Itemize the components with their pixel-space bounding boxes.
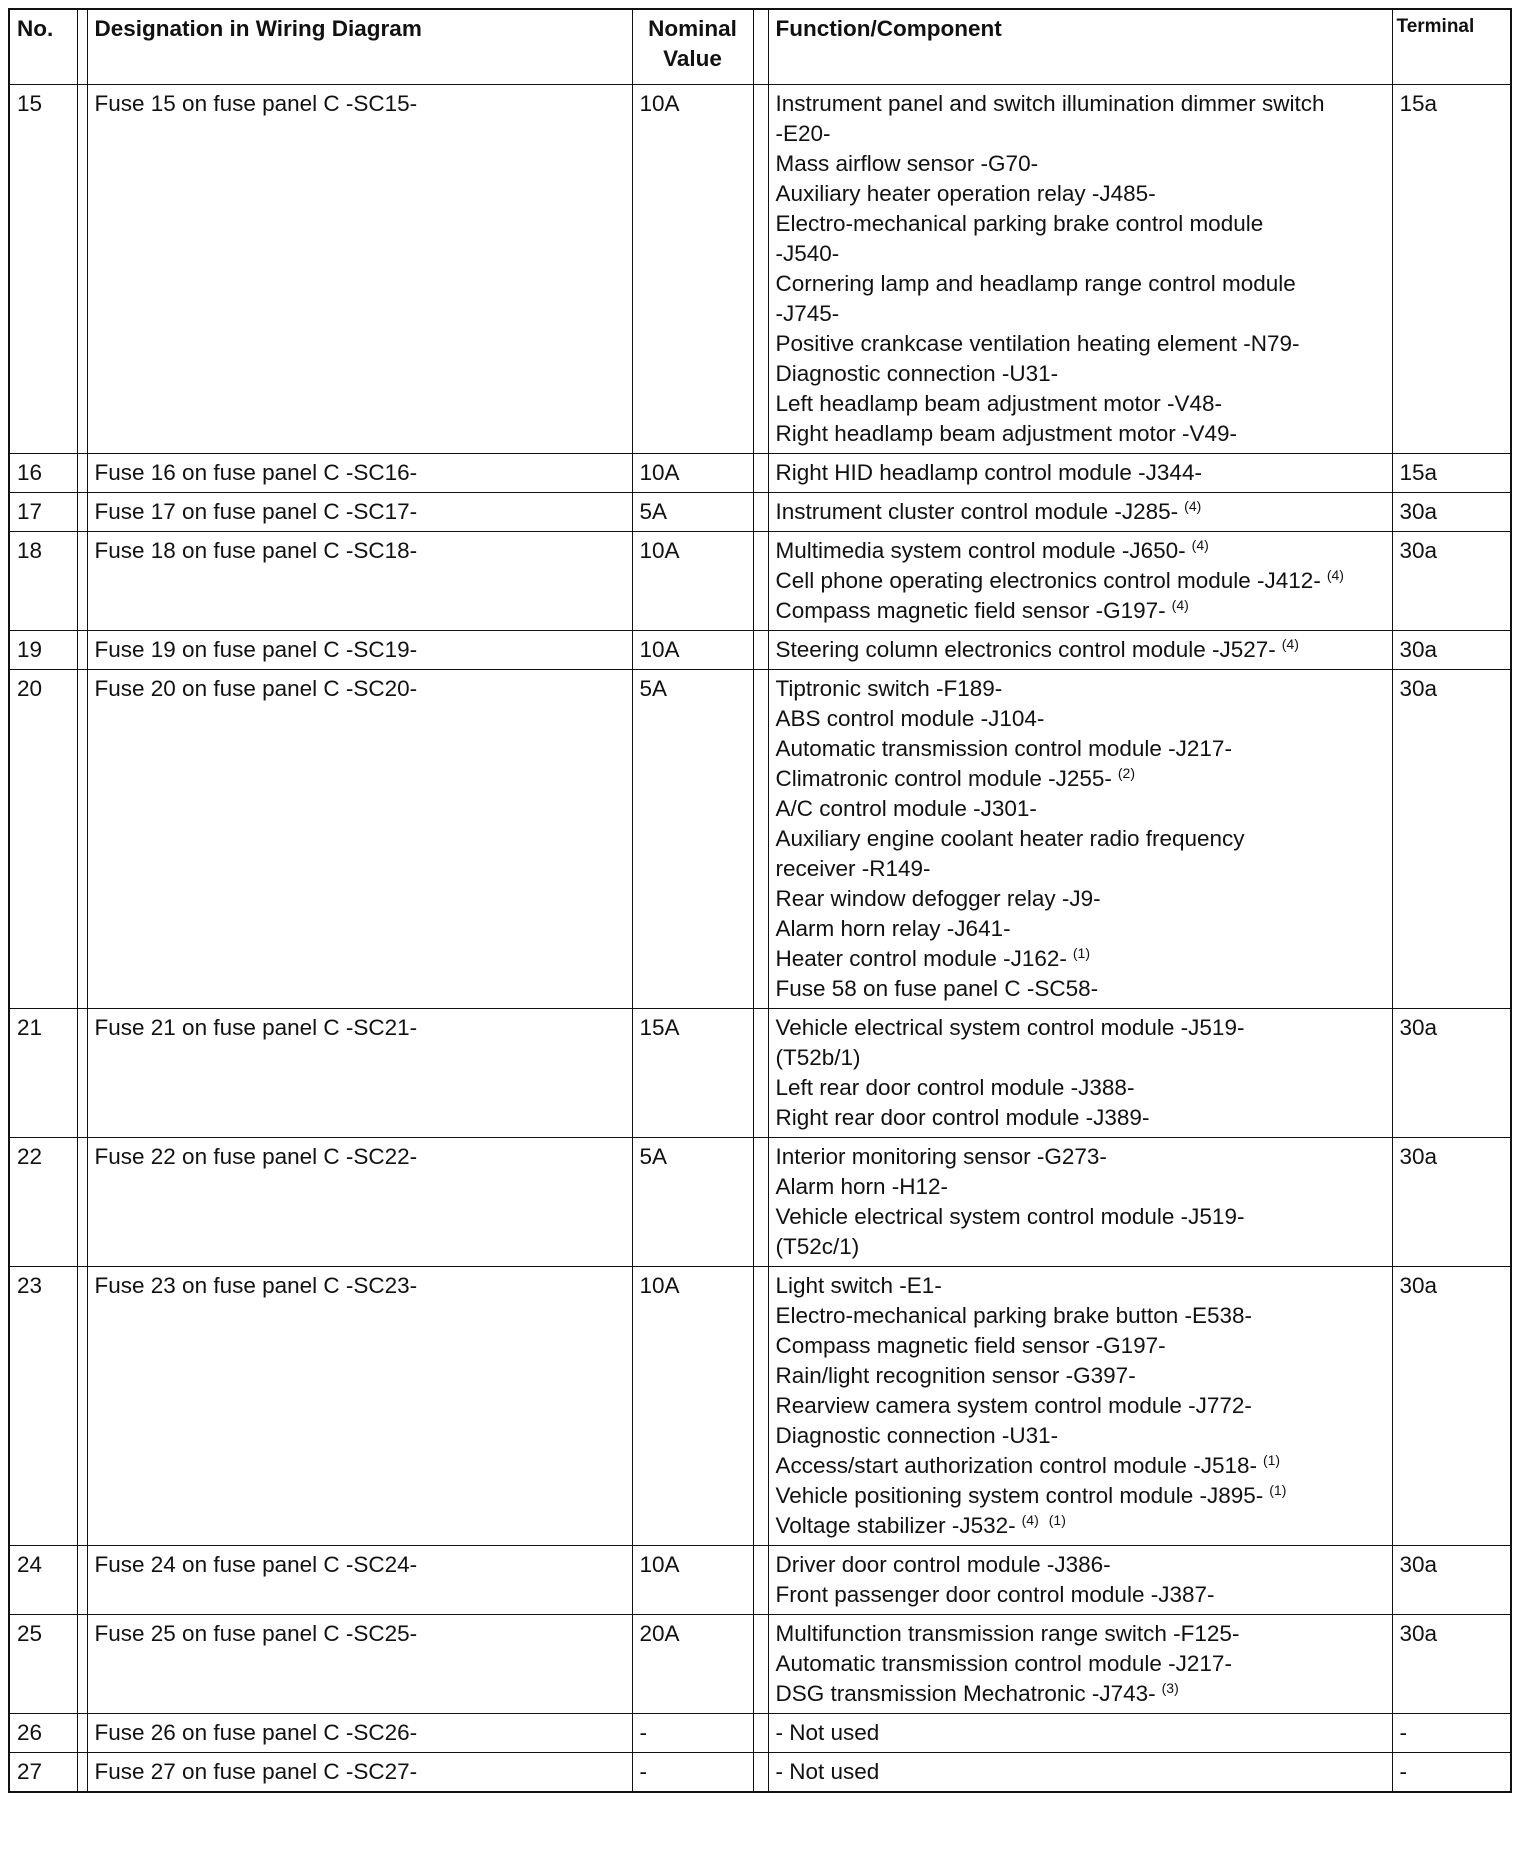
component-line — [776, 419, 1392, 449]
component-line — [776, 1481, 1392, 1511]
component-text: Instrument cluster control module -J285- — [775, 499, 1179, 524]
header-no: No. — [9, 9, 77, 85]
header-spacer — [753, 9, 768, 85]
fuse-number: 26 — [9, 1714, 77, 1753]
component-text: Tiptronic switch -F189- — [775, 676, 1003, 701]
component-line — [776, 1550, 1392, 1580]
component-line — [776, 1679, 1392, 1709]
function-components — [768, 493, 1392, 532]
component-text: Positive crankcase ventilation heating element -N79- — [775, 331, 1300, 356]
fuse-number: 16 — [9, 454, 77, 493]
component-line — [776, 239, 1392, 269]
table-row — [9, 1267, 1511, 1546]
fuse-assignment-table — [8, 8, 1512, 1793]
fuse-table-container — [8, 8, 1512, 1793]
component-line — [776, 764, 1392, 794]
component-text: Rearview camera system control module -J772- — [775, 1393, 1252, 1418]
component-line — [776, 1142, 1392, 1172]
component-text: Heater control module -J162- — [775, 946, 1067, 971]
component-text: (T52b/1) — [775, 1045, 861, 1070]
component-line — [776, 1361, 1392, 1391]
component-text: Access/start authorization control module -J518- — [775, 1453, 1257, 1478]
component-text: Diagnostic connection -U31- — [775, 1423, 1059, 1448]
component-text: Steering column electronics control module -J527- — [775, 637, 1276, 662]
component-line — [776, 1619, 1392, 1649]
function-components — [768, 1138, 1392, 1267]
component-line — [776, 1511, 1392, 1541]
terminal-value: - — [1392, 1714, 1511, 1753]
component-text: Cell phone operating electronics control module -J412- — [775, 568, 1321, 593]
component-line — [776, 914, 1392, 944]
table-row — [9, 454, 1511, 493]
component-line — [776, 1421, 1392, 1451]
component-text: Electro-mechanical parking brake control module — [775, 211, 1264, 236]
fuse-designation: Fuse 23 on fuse panel C -SC23- — [87, 1267, 632, 1546]
component-text: Front passenger door control module -J387- — [775, 1582, 1215, 1607]
footnote-marker: (4) — [1191, 537, 1209, 553]
component-text: Right headlamp beam adjustment motor -V49- — [775, 421, 1237, 446]
fuse-number: 18 — [9, 532, 77, 631]
cell-spacer — [753, 1009, 768, 1138]
fuse-designation: Fuse 20 on fuse panel C -SC20- — [87, 670, 632, 1009]
header-spacer — [77, 9, 87, 85]
cell-spacer — [77, 454, 87, 493]
component-line — [776, 884, 1392, 914]
component-line — [776, 596, 1392, 626]
function-components — [768, 1546, 1392, 1615]
cell-spacer — [753, 85, 768, 454]
cell-spacer — [77, 1267, 87, 1546]
function-components — [768, 670, 1392, 1009]
terminal-value: 30a — [1392, 1615, 1511, 1714]
component-text: Rear window defogger relay -J9- — [775, 886, 1101, 911]
component-text: - Not used — [775, 1759, 880, 1784]
component-line — [776, 635, 1392, 665]
fuse-number: 25 — [9, 1615, 77, 1714]
header-row — [9, 9, 1511, 85]
component-text: Compass magnetic field sensor -G197- — [775, 598, 1166, 623]
footnote-marker: (1) — [1048, 1512, 1066, 1528]
component-text: (T52c/1) — [775, 1234, 860, 1259]
component-text: Automatic transmission control module -J217- — [775, 1651, 1232, 1676]
terminal-value: 30a — [1392, 1546, 1511, 1615]
terminal-value: 30a — [1392, 1009, 1511, 1138]
component-line — [776, 149, 1392, 179]
fuse-number: 27 — [9, 1753, 77, 1793]
cell-spacer — [77, 1615, 87, 1714]
cell-spacer — [753, 1714, 768, 1753]
component-text: Vehicle positioning system control module -J895- — [775, 1483, 1264, 1508]
component-text: Auxiliary heater operation relay -J485- — [775, 181, 1156, 206]
component-line — [776, 1202, 1392, 1232]
component-text: Left rear door control module -J388- — [775, 1075, 1135, 1100]
component-text: Auxiliary engine coolant heater radio frequency — [775, 826, 1245, 851]
component-line — [776, 1331, 1392, 1361]
footnote-marker: (4) — [1171, 597, 1189, 613]
footnote-marker: (4) — [1184, 498, 1202, 514]
component-text: -J540- — [775, 241, 840, 266]
component-text: Vehicle electrical system control module -J519- — [775, 1204, 1245, 1229]
cell-spacer — [753, 1546, 768, 1615]
component-line — [776, 974, 1392, 1004]
component-text: Climatronic control module -J255- — [775, 766, 1112, 791]
table-body — [9, 85, 1511, 1793]
cell-spacer — [753, 1753, 768, 1793]
nominal-value: 10A — [632, 85, 753, 454]
nominal-value: 15A — [632, 1009, 753, 1138]
component-line — [776, 1757, 1392, 1787]
fuse-number: 17 — [9, 493, 77, 532]
component-line — [776, 1391, 1392, 1421]
fuse-number: 22 — [9, 1138, 77, 1267]
component-text: receiver -R149- — [775, 856, 931, 881]
fuse-designation: Fuse 25 on fuse panel C -SC25- — [87, 1615, 632, 1714]
function-components — [768, 1267, 1392, 1546]
nominal-value: 10A — [632, 1546, 753, 1615]
component-text: Automatic transmission control module -J217- — [775, 736, 1232, 761]
table-row — [9, 1753, 1511, 1793]
cell-spacer — [77, 1546, 87, 1615]
component-line — [776, 824, 1392, 854]
component-line — [776, 1073, 1392, 1103]
footnote-marker: (4) — [1326, 567, 1344, 583]
component-line — [776, 704, 1392, 734]
component-text: Multifunction transmission range switch -F125- — [775, 1621, 1240, 1646]
table-row — [9, 532, 1511, 631]
component-text: Driver door control module -J386- — [775, 1552, 1111, 1577]
header-designation: Designation in Wiring Diagram — [87, 9, 632, 85]
footnote-marker: (4) — [1021, 1512, 1039, 1528]
cell-spacer — [77, 85, 87, 454]
fuse-designation: Fuse 15 on fuse panel C -SC15- — [87, 85, 632, 454]
fuse-designation: Fuse 21 on fuse panel C -SC21- — [87, 1009, 632, 1138]
component-text: -J745- — [775, 301, 840, 326]
terminal-value: 15a — [1392, 454, 1511, 493]
function-components — [768, 532, 1392, 631]
cell-spacer — [77, 631, 87, 670]
nominal-value: 10A — [632, 454, 753, 493]
fuse-designation: Fuse 22 on fuse panel C -SC22- — [87, 1138, 632, 1267]
function-components — [768, 454, 1392, 493]
component-line — [776, 566, 1392, 596]
terminal-value: 30a — [1392, 1138, 1511, 1267]
function-components — [768, 1714, 1392, 1753]
function-components — [768, 1615, 1392, 1714]
terminal-value: 30a — [1392, 670, 1511, 1009]
fuse-designation: Fuse 26 on fuse panel C -SC26- — [87, 1714, 632, 1753]
component-text: Mass airflow sensor -G70- — [775, 151, 1039, 176]
component-line — [776, 359, 1392, 389]
component-text: Electro-mechanical parking brake button -E538- — [775, 1303, 1252, 1328]
component-line — [776, 1580, 1392, 1610]
component-text: Cornering lamp and headlamp range control module — [775, 271, 1296, 296]
component-text: Fuse 58 on fuse panel C -SC58- — [775, 976, 1099, 1001]
fuse-number: 23 — [9, 1267, 77, 1546]
table-row — [9, 85, 1511, 454]
component-line — [776, 1649, 1392, 1679]
cell-spacer — [77, 532, 87, 631]
component-line — [776, 299, 1392, 329]
component-line — [776, 1103, 1392, 1133]
nominal-value: 10A — [632, 1267, 753, 1546]
component-text: DSG transmission Mechatronic -J743- — [775, 1681, 1156, 1706]
component-text: A/C control module -J301- — [775, 796, 1037, 821]
component-text: Multimedia system control module -J650- — [775, 538, 1186, 563]
cell-spacer — [753, 532, 768, 631]
cell-spacer — [753, 1615, 768, 1714]
component-line — [776, 674, 1392, 704]
component-line — [776, 389, 1392, 419]
fuse-number: 20 — [9, 670, 77, 1009]
header-nominal-value — [632, 9, 753, 85]
nominal-value: - — [632, 1714, 753, 1753]
component-text: Right HID headlamp control module -J344- — [775, 460, 1202, 485]
component-line — [776, 1043, 1392, 1073]
terminal-value: 30a — [1392, 493, 1511, 532]
nominal-value: 10A — [632, 532, 753, 631]
cell-spacer — [753, 1267, 768, 1546]
terminal-value: 30a — [1392, 631, 1511, 670]
nominal-value: 5A — [632, 493, 753, 532]
fuse-designation: Fuse 18 on fuse panel C -SC18- — [87, 532, 632, 631]
component-text: Right rear door control module -J389- — [775, 1105, 1150, 1130]
cell-spacer — [753, 631, 768, 670]
terminal-value: 15a — [1392, 85, 1511, 454]
component-line — [776, 1718, 1392, 1748]
component-line — [776, 1232, 1392, 1262]
component-line — [776, 209, 1392, 239]
fuse-number: 15 — [9, 85, 77, 454]
header-function: Function/Component — [768, 9, 1392, 85]
cell-spacer — [753, 670, 768, 1009]
component-text: Compass magnetic field sensor -G197- — [775, 1333, 1166, 1358]
component-text: Alarm horn -H12- — [775, 1174, 949, 1199]
table-row — [9, 1546, 1511, 1615]
table-row — [9, 1615, 1511, 1714]
table-row — [9, 631, 1511, 670]
fuse-number: 24 — [9, 1546, 77, 1615]
component-line — [776, 1172, 1392, 1202]
terminal-value: - — [1392, 1753, 1511, 1793]
component-line — [776, 854, 1392, 884]
cell-spacer — [753, 1138, 768, 1267]
fuse-designation: Fuse 16 on fuse panel C -SC16- — [87, 454, 632, 493]
fuse-designation: Fuse 17 on fuse panel C -SC17- — [87, 493, 632, 532]
footnote-marker: (1) — [1072, 945, 1091, 961]
cell-spacer — [77, 1753, 87, 1793]
component-text: - Not used — [775, 1720, 880, 1745]
component-line — [776, 89, 1392, 119]
component-line — [776, 329, 1392, 359]
component-line — [776, 458, 1392, 488]
footnote-marker: (1) — [1262, 1452, 1281, 1468]
cell-spacer — [77, 1138, 87, 1267]
table-row — [9, 1009, 1511, 1138]
nominal-value: 10A — [632, 631, 753, 670]
component-text: ABS control module -J104- — [775, 706, 1045, 731]
cell-spacer — [753, 493, 768, 532]
component-line — [776, 119, 1392, 149]
fuse-designation: Fuse 24 on fuse panel C -SC24- — [87, 1546, 632, 1615]
nominal-value: 5A — [632, 670, 753, 1009]
header-nominal-line1: Nominal — [648, 16, 737, 41]
table-row — [9, 1714, 1511, 1753]
terminal-value: 30a — [1392, 532, 1511, 631]
component-line — [776, 734, 1392, 764]
fuse-number: 21 — [9, 1009, 77, 1138]
component-text: Left headlamp beam adjustment motor -V48- — [775, 391, 1222, 416]
function-components — [768, 85, 1392, 454]
fuse-number: 19 — [9, 631, 77, 670]
footnote-marker: (4) — [1281, 636, 1299, 652]
nominal-value: 5A — [632, 1138, 753, 1267]
table-row — [9, 670, 1511, 1009]
function-components — [768, 631, 1392, 670]
nominal-value: - — [632, 1753, 753, 1793]
cell-spacer — [77, 1009, 87, 1138]
cell-spacer — [753, 454, 768, 493]
component-text: Rain/light recognition sensor -G397- — [775, 1363, 1136, 1388]
nominal-value: 20A — [632, 1615, 753, 1714]
footnote-marker: (1) — [1269, 1482, 1287, 1498]
header-terminal: Terminal — [1392, 9, 1511, 85]
component-line — [776, 497, 1392, 527]
component-line — [776, 1271, 1392, 1301]
component-line — [776, 179, 1392, 209]
footnote-marker: (2) — [1117, 765, 1136, 781]
terminal-value: 30a — [1392, 1267, 1511, 1546]
component-text: Instrument panel and switch illumination dimmer switch — [775, 91, 1325, 116]
cell-spacer — [77, 493, 87, 532]
component-line — [776, 536, 1392, 566]
component-line — [776, 944, 1392, 974]
component-line — [776, 269, 1392, 299]
component-line — [776, 1013, 1392, 1043]
cell-spacer — [77, 670, 87, 1009]
component-text: Alarm horn relay -J641- — [775, 916, 1011, 941]
fuse-designation: Fuse 19 on fuse panel C -SC19- — [87, 631, 632, 670]
fuse-designation: Fuse 27 on fuse panel C -SC27- — [87, 1753, 632, 1793]
component-text: Light switch -E1- — [775, 1273, 942, 1298]
function-components — [768, 1009, 1392, 1138]
component-text: Interior monitoring sensor -G273- — [775, 1144, 1107, 1169]
component-text: Vehicle electrical system control module -J519- — [775, 1015, 1245, 1040]
component-line — [776, 1301, 1392, 1331]
footnote-marker: (3) — [1161, 1680, 1179, 1696]
component-text: -E20- — [775, 121, 831, 146]
cell-spacer — [77, 1714, 87, 1753]
component-line — [776, 1451, 1392, 1481]
component-text: Diagnostic connection -U31- — [775, 361, 1059, 386]
header-nominal-line2: Value — [663, 46, 722, 71]
component-text: Voltage stabilizer -J532- — [775, 1513, 1016, 1538]
function-components — [768, 1753, 1392, 1793]
table-row — [9, 493, 1511, 532]
component-line — [776, 794, 1392, 824]
table-row — [9, 1138, 1511, 1267]
